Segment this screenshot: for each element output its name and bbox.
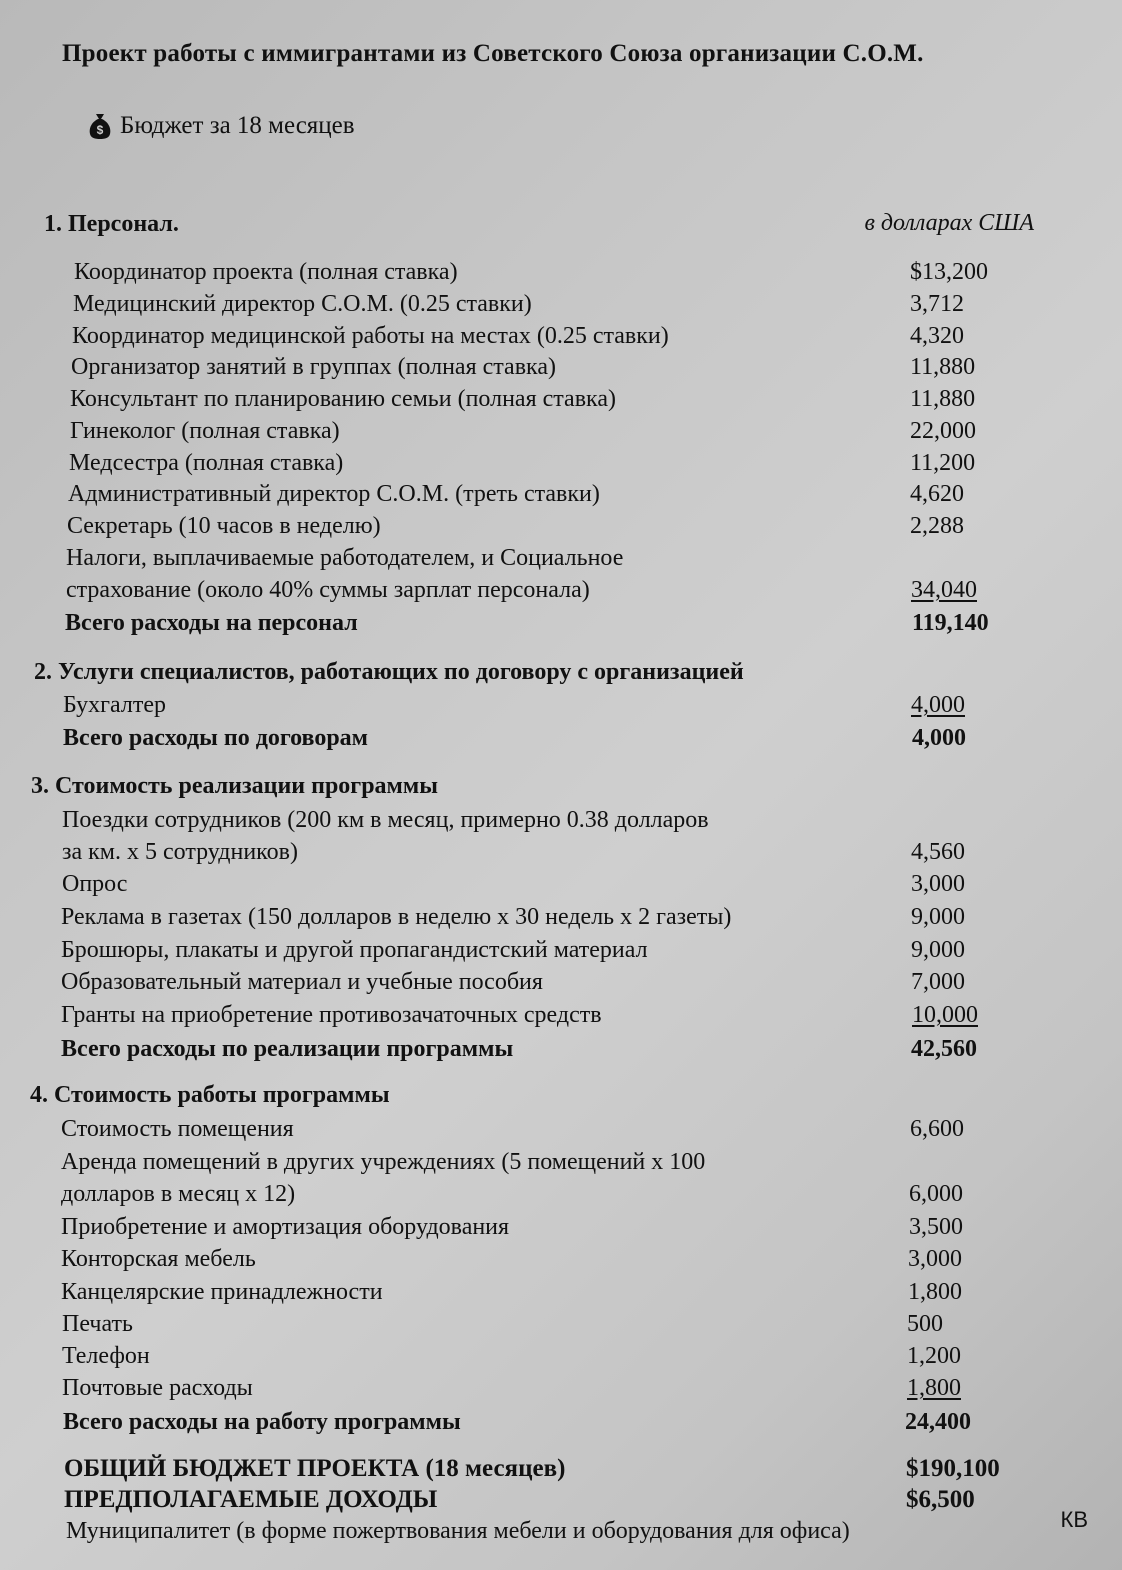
item-amount: 11,200 [910,450,976,476]
item-label: Опрос [62,871,128,897]
item-label: Налоги, выплачиваемые работодателем, и Социальное [66,545,624,571]
item-label: Гинеколог (полная ставка) [70,418,340,444]
item-label: Секретарь (10 часов в неделю) [67,513,381,539]
item-label: Конторская мебель [61,1246,256,1272]
item-amount: 4,320 [910,323,964,349]
item-label: Образовательный материал и учебные пособия [61,969,543,995]
item-amount: 11,880 [910,386,976,412]
item-label: Приобретение и амортизация оборудования [61,1214,510,1240]
grand-total-label: ОБЩИЙ БЮДЖЕТ ПРОЕКТА (18 месяцев) [64,1455,566,1482]
item-label: Стоимость помещения [61,1116,294,1142]
item-label: Печать [62,1311,133,1337]
item-amount: 6,000 [909,1181,963,1207]
item-amount: $13,200 [910,259,988,285]
item-amount: 1,800 [907,1375,961,1401]
item-label: страхование (около 40% суммы зарплат персонала) [66,577,590,603]
item-amount: 1,200 [907,1343,961,1369]
item-amount: 9,000 [911,937,965,963]
item-label: Бухгалтер [63,692,167,718]
item-label: Брошюры, плакаты и другой пропагандистский материал [61,937,648,963]
item-label: Координатор проекта (полная ставка) [74,259,458,285]
income-label: ПРЕДПОЛАГАЕМЫЕ ДОХОДЫ [64,1486,438,1513]
section-title-contracts: 2. Услуги специалистов, работающих по договору с организацией [34,659,744,685]
item-label: Реклама в газетах (150 долларов в неделю х 30 недель х 2 газеты) [61,904,732,930]
grand-total-amount: $190,100 [906,1455,1000,1482]
item-label: Почтовые расходы [62,1375,253,1401]
item-amount: 3,000 [911,871,965,897]
item-label: Организатор занятий в группах (полная ставка) [71,354,556,380]
section-title-personnel: 1. Персонал. [44,211,179,237]
item-label: за км. х 5 сотрудников) [62,839,298,865]
item-amount: 7,000 [911,969,965,995]
item-label: Координатор медицинской работы на местах (0.25 ставки) [72,323,669,349]
item-label: Административный директор С.О.М. (треть ставки) [68,481,600,507]
item-amount: 1,800 [908,1279,962,1305]
item-label: Канцелярские принадлежности [61,1279,383,1305]
item-amount: 3,712 [910,291,964,317]
item-label: Аренда помещений в других учреждениях (5 помещений х 100 [61,1149,706,1175]
item-amount: 4,560 [911,839,965,865]
item-label: Гранты на приобретение противозачаточных средств [61,1002,602,1028]
total-amount: 24,400 [905,1409,971,1435]
section-title-operations: 4. Стоимость работы программы [30,1082,390,1108]
item-label: долларов в месяц х 12) [61,1181,296,1207]
item-label: Медицинский директор С.О.М. (0.25 ставки) [73,291,532,317]
item-amount: 10,000 [912,1002,978,1028]
budget-period-label: Бюджет за 18 месяцев [120,112,355,139]
section-title-implementation: 3. Стоимость реализации программы [31,773,438,799]
total-label: Всего расходы по договорам [63,725,369,751]
item-label: Телефон [62,1343,150,1369]
item-amount: 3,500 [909,1214,963,1240]
document-title: Проект работы с иммигрантами из Советского Союза организации С.О.М. [62,40,924,67]
total-amount: 42,560 [911,1036,977,1062]
total-label: Всего расходы на персонал [65,610,358,636]
income-note: Муниципалитет (в форме пожертвования мебели и оборудования для офиса) [66,1518,850,1544]
total-label: Всего расходы на работу программы [63,1409,461,1435]
item-amount: 22,000 [910,418,976,444]
item-amount: 6,600 [910,1116,964,1142]
income-amount: $6,500 [906,1486,975,1513]
svg-text:$: $ [96,123,104,137]
item-label: Медсестра (полная ставка) [69,450,344,476]
total-label: Всего расходы по реализации программы [61,1036,514,1062]
money-bag-icon [88,112,112,140]
item-label: Консультант по планированию семьи (полная ставка) [70,386,616,412]
item-amount: 11,880 [910,354,976,380]
item-amount: 4,000 [911,692,965,718]
total-amount: 119,140 [912,610,989,636]
corner-mark: КВ [1060,1507,1088,1532]
item-amount: 34,040 [911,577,977,603]
item-amount: 9,000 [911,904,965,930]
item-amount: 2,288 [910,513,964,539]
budget-heading [88,112,355,140]
item-label: Поездки сотрудников (200 км в месяц, примерно 0.38 долларов [62,807,709,833]
item-amount: 500 [907,1311,943,1337]
item-amount: 3,000 [908,1246,962,1272]
currency-note: в долларах США [864,210,1034,236]
item-amount: 4,620 [910,481,964,507]
total-amount: 4,000 [912,725,966,751]
